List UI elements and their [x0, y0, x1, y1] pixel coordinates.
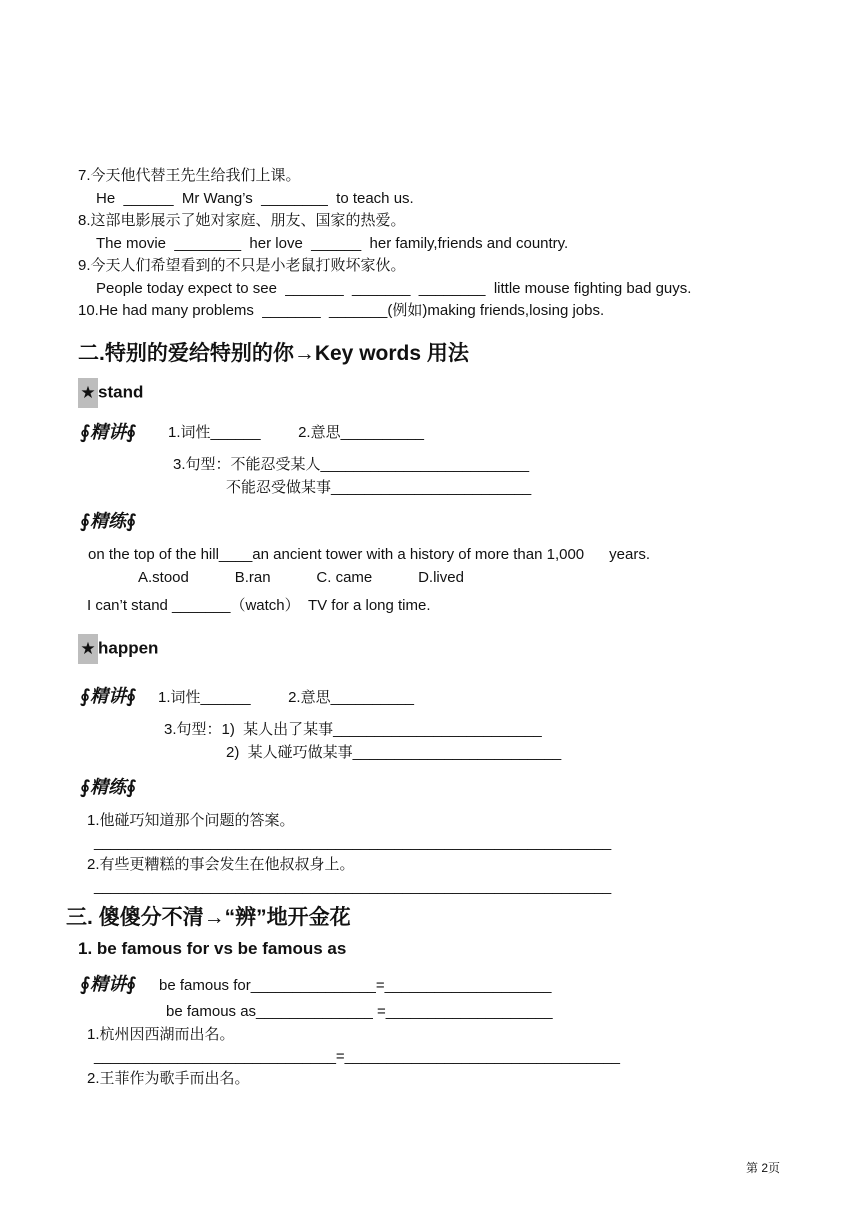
happen-lianxi-tag: ∮精练∮: [80, 777, 137, 797]
happen-heading: [78, 634, 158, 664]
stand-heading: [78, 378, 143, 408]
happen-ex2: 2.有些更糟糕的事会发生在他叔叔身上。: [87, 856, 355, 873]
famous-for-line: be famous for_______________=____________________: [159, 977, 552, 994]
happen-ex2-blank: ______________________________________________________________: [94, 878, 612, 895]
famous-as-line: be famous as______________ =____________________: [166, 1003, 553, 1020]
stand-line2: 3.句型：不能忍受某人_________________________: [173, 456, 530, 473]
happen-ex1: 1.他碰巧知道那个问题的答案。: [87, 812, 295, 829]
happen-label: happen: [98, 638, 159, 658]
stand-line1: 1.词性______ 2.意思__________: [168, 424, 425, 441]
happen-line1: 1.词性______ 2.意思__________: [158, 689, 415, 706]
section-3-jiangjie-tag: ∮精讲∮: [80, 974, 137, 994]
stand-lianxi-tag: ∮精练∮: [80, 511, 137, 531]
happen-line3: 2) 某人碰巧做某事_________________________: [226, 744, 562, 761]
section-3-title: 三. 傻傻分不清→“辨”地开金花: [66, 906, 351, 929]
section-3-ex2: 2.王菲作为歌手而出名。: [87, 1070, 250, 1087]
stand-ex2: I can’t stand _______（watch） TV for a long time.: [87, 597, 431, 614]
stand-jiangjie-tag: ∮精讲∮: [80, 422, 137, 442]
page-number: 第 2页: [746, 1161, 781, 1175]
happen-jiangjie-tag: ∮精讲∮: [80, 686, 137, 706]
item-7-cn: 7.今天他代替王先生给我们上课。: [78, 167, 301, 184]
section-3-ex1-blank: _____________________________=_________________________________: [94, 1048, 620, 1065]
item-8-en: The movie ________ her love ______ her family,friends and country.: [96, 235, 569, 252]
star-icon: ★: [78, 634, 98, 664]
happen-line2: 3.句型：1) 某人出了某事_________________________: [164, 721, 542, 738]
stand-ex1-options: A.stood B.ran C. came D.lived: [138, 569, 464, 586]
item-7-en: He ______ Mr Wang’s ________ to teach us.: [96, 190, 414, 207]
section-2-title: 二.特别的爱给特别的你→Key words 用法: [78, 342, 469, 365]
item-9-en: People today expect to see _______ _______ ________ little mouse fighting bad guys.: [96, 280, 692, 297]
section-3-ex1: 1.杭州因西湖而出名。: [87, 1026, 235, 1043]
section-3-subtitle: 1. be famous for vs be famous as: [78, 939, 347, 958]
item-10: 10.He had many problems _______ _______(例如)making friends,losing jobs.: [78, 302, 605, 319]
star-icon: ★: [78, 378, 98, 408]
happen-ex1-blank: ______________________________________________________________: [94, 834, 612, 851]
stand-label: stand: [98, 382, 144, 402]
stand-ex1: on the top of the hill____an ancient tower with a history of more than 1,000 years.: [88, 546, 651, 563]
item-8-cn: 8.这部电影展示了她对家庭、朋友、国家的热爱。: [78, 212, 406, 229]
item-9-cn: 9.今天人们希望看到的不只是小老鼠打败坏家伙。: [78, 257, 406, 274]
stand-line3: 不能忍受做某事________________________: [226, 479, 532, 496]
